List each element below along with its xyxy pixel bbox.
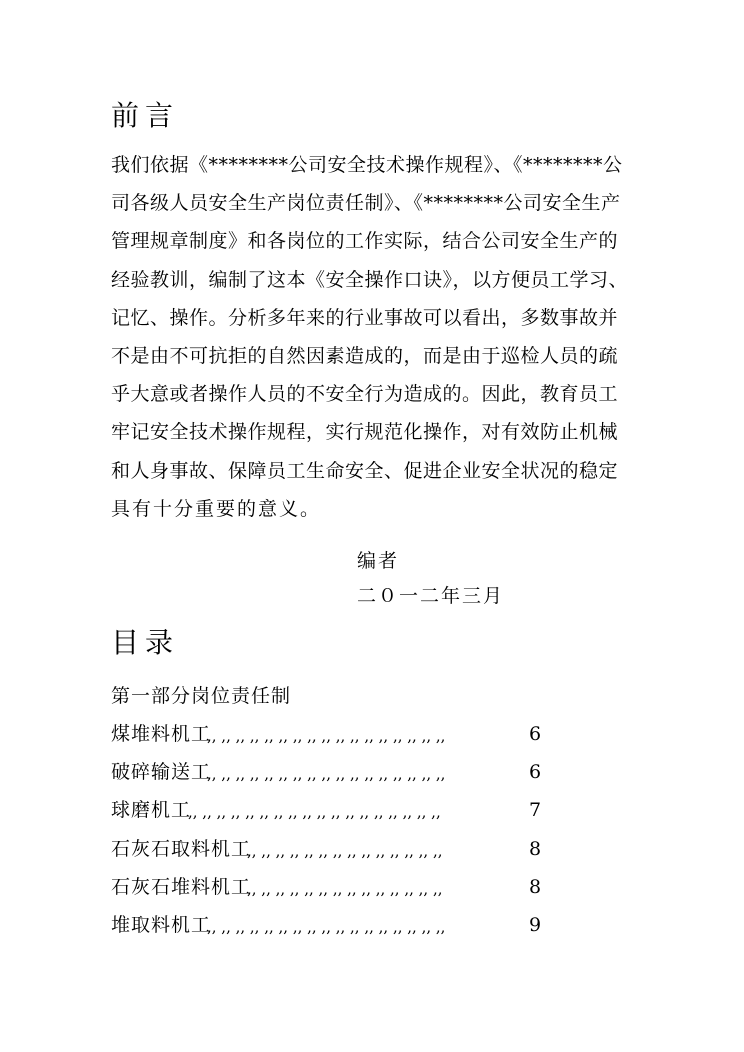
preface-line: 我们依据《********公司安全技术操作规程》、《********公 xyxy=(111,154,623,176)
toc-section-title: 第一部分岗位责任制 xyxy=(111,685,292,707)
preface-line: 管理规章制度》和各岗位的工作实际，结合公司安全生产的 xyxy=(111,230,619,253)
preface-line: 乎大意或者操作人员的不安全行为造成的。因此，教育员工 xyxy=(111,383,619,406)
toc-entry-title: 球磨机工 xyxy=(111,799,192,821)
toc-entry-title: 破碎输送工 xyxy=(111,761,212,783)
toc-entry-page: 8 xyxy=(529,876,542,898)
preface-line: 经验教训，编制了这本《安全操作口诀》，以方便员工学习、 xyxy=(111,268,629,291)
preface-line: 不是由不可抗拒的自然因素造成的，而是由于巡检人员的疏 xyxy=(111,344,619,367)
toc-entry-page: 6 xyxy=(529,761,542,783)
toc-entry-title: 煤堆料机工 xyxy=(111,723,212,745)
toc-entry-page: 6 xyxy=(529,723,542,745)
preface-line: 记忆、操作。分析多年来的行业事故可以看出，多数事故并 xyxy=(111,306,619,329)
preface-paragraph xyxy=(111,150,651,532)
toc-entry-leader: ,, ,, ,, ,, ,, ,, ,, ,, ,, ,, ,, ,, ,, ,, xyxy=(247,842,443,860)
toc-heading: 目录 xyxy=(111,626,180,659)
toc-entry-title: 石灰石堆料机工 xyxy=(111,876,252,898)
preface-line: 具有十分重要的意义。 xyxy=(111,497,322,520)
toc-entry-page: 8 xyxy=(529,838,542,860)
toc-entry-leader: ,, ,, ,, ,, ,, ,, ,, ,, ,, ,, ,, ,, ,, ,, ,, ,, ,, xyxy=(207,918,446,936)
toc-entry-page: 9 xyxy=(529,914,542,936)
toc-entry-page: 7 xyxy=(529,799,542,821)
preface-line: 牢记安全技术操作规程，实行规范化操作，对有效防止机械 xyxy=(111,421,619,444)
toc-entry-title: 堆取料机工 xyxy=(111,914,212,936)
editor-signature: 编者 xyxy=(357,550,400,572)
preface-line: 和人身事故、保障员工生命安全、促进企业安全状况的稳定 xyxy=(111,459,619,482)
preface-date: 二０一二年三月 xyxy=(357,585,505,607)
toc-entry-leader: ,, ,, ,, ,, ,, ,, ,, ,, ,, ,, ,, ,, ,, ,, ,, ,, ,, xyxy=(207,765,446,783)
toc-entry-title: 石灰石取料机工 xyxy=(111,838,252,860)
toc-entry-leader: ,, ,, ,, ,, ,, ,, ,, ,, ,, ,, ,, ,, ,, ,, ,, ,, ,, xyxy=(207,727,446,745)
toc-entry-leader: ,, ,, ,, ,, ,, ,, ,, ,, ,, ,, ,, ,, ,, ,, ,, ,, ,, ,, xyxy=(188,803,441,821)
preface-heading: 前言 xyxy=(111,99,180,132)
preface-line: 司各级人员安全生产岗位责任制》、《********公司安全生产 xyxy=(111,192,621,215)
toc-entry-leader: ,, ,, ,, ,, ,, ,, ,, ,, ,, ,, ,, ,, ,, ,, xyxy=(247,880,443,898)
